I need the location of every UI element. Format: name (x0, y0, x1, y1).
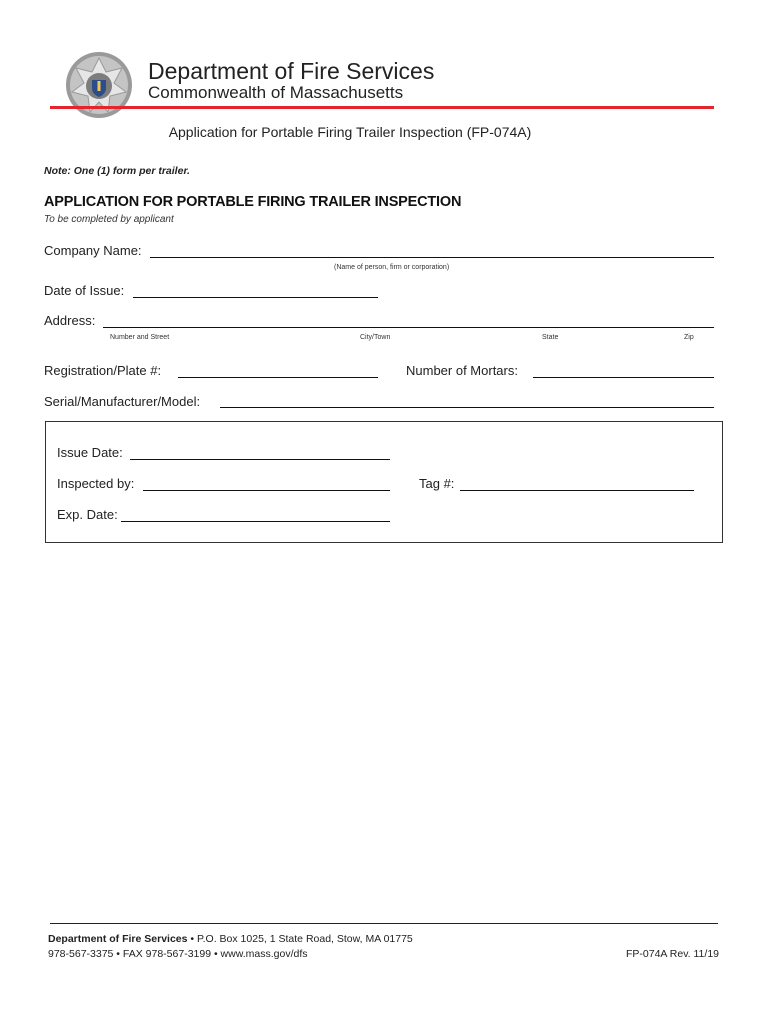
footer-address-line (48, 933, 413, 945)
header-red-rule (50, 106, 714, 109)
inspection-box (45, 421, 723, 543)
serial-field[interactable] (220, 407, 714, 408)
footer-org-name: Department of Fire Services (48, 933, 188, 945)
company-name-field[interactable] (150, 257, 714, 258)
serial-label: Serial/Manufacturer/Model: (44, 394, 201, 409)
dfs-seal-logo (64, 50, 134, 120)
org-name: Department of Fire Services (148, 58, 435, 84)
section-subheading: To be completed by applicant (44, 214, 174, 225)
dfs-seal-logo-graphic (64, 50, 134, 120)
address-hint-city: City/Town (360, 334, 391, 341)
section-heading: APPLICATION FOR PORTABLE FIRING TRAILER INSPECTION (44, 194, 462, 210)
inspected-by-label: Inspected by: (57, 476, 135, 491)
address-hint-zip: Zip (684, 334, 694, 341)
company-name-hint: (Name of person, firm or corporation) (334, 264, 450, 271)
address-hint-state: State (542, 334, 559, 341)
footer-rule (50, 923, 718, 924)
company-name-label: Company Name: (44, 243, 142, 258)
date-of-issue-label: Date of Issue: (44, 283, 125, 298)
issue-date-field[interactable] (130, 459, 390, 460)
address-label: Address: (44, 313, 96, 328)
form-title: Application for Portable Firing Trailer Inspection (FP-074A) (168, 124, 532, 140)
footer-address: • P.O. Box 1025, 1 State Road, Stow, MA 01775 (187, 933, 413, 945)
form-note: Note: One (1) form per trailer. (44, 165, 190, 177)
org-subtitle: Commonwealth of Massachusetts (148, 83, 404, 102)
footer-form-rev: FP-074A Rev. 11/19 (626, 948, 719, 960)
inspected-by-field[interactable] (143, 490, 390, 491)
exp-date-label: Exp. Date: (57, 507, 118, 522)
mortars-label: Number of Mortars: (406, 363, 518, 378)
mortars-field[interactable] (533, 377, 714, 378)
tag-field[interactable] (460, 490, 694, 491)
date-of-issue-field[interactable] (133, 297, 378, 298)
registration-field[interactable] (178, 377, 378, 378)
registration-label: Registration/Plate #: (44, 363, 162, 378)
exp-date-field[interactable] (121, 521, 390, 522)
issue-date-label: Issue Date: (57, 445, 123, 460)
tag-label: Tag #: (419, 476, 455, 491)
address-hint-street: Number and Street (110, 334, 170, 341)
footer-contact: 978-567-3375 • FAX 978-567-3199 • www.mass.gov/dfs (48, 948, 308, 960)
address-field[interactable] (103, 327, 714, 328)
